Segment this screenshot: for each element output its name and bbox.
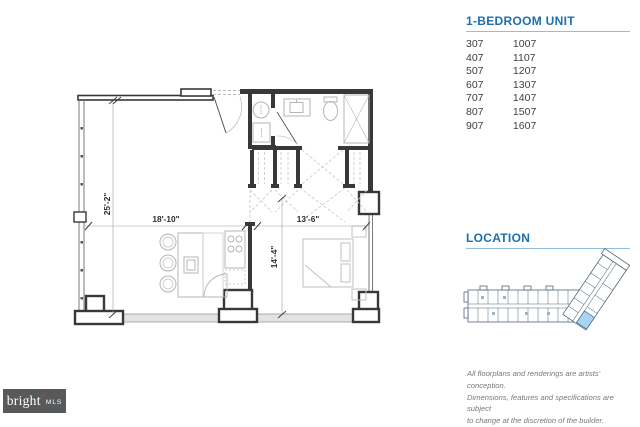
logo-asterisk-icon: *	[40, 392, 44, 402]
bar-stools	[160, 234, 176, 292]
washer-icon	[253, 102, 269, 118]
bright-mls-logo	[3, 389, 66, 413]
logo-mls-text: MLS	[45, 399, 63, 406]
unit-number-low: 307	[466, 38, 484, 50]
unit-row	[466, 52, 630, 66]
unit-row	[466, 120, 630, 134]
unit-number-low: 407	[466, 51, 484, 64]
unit-number-high: 1307	[512, 78, 537, 91]
unit-number-high: 1407	[512, 92, 537, 105]
unit-number-high: 1507	[512, 105, 537, 118]
nightstand-top	[352, 226, 366, 237]
dim-bedroom-depth-label: 14'-4"	[269, 245, 279, 269]
unit-number-high: 1207	[512, 65, 537, 78]
unit-number-low: 907	[466, 119, 484, 132]
unit-number-high: 1007	[512, 38, 537, 50]
location-panel	[466, 231, 630, 249]
kitchen-island	[178, 233, 203, 297]
disclaimer-line: Dimensions, features and specifications are subject	[467, 392, 614, 414]
location-panel-title: LOCATION	[466, 231, 531, 245]
unit-number-low: 807	[466, 105, 484, 118]
columns	[75, 192, 379, 324]
toilet-icon	[324, 97, 338, 121]
exterior-walls	[78, 89, 213, 100]
disclaimer-line: All floorplans and renderings are artists' conception.	[467, 369, 601, 390]
bathroom-door-swing	[277, 112, 297, 144]
unit-number-high: 1607	[512, 119, 537, 132]
unit-panel	[466, 14, 630, 133]
entry-door-swing	[213, 91, 242, 134]
unit-number-low: 707	[466, 92, 484, 105]
keyplan-angled-wing	[561, 249, 629, 330]
vanity-sink	[284, 99, 310, 116]
bed	[303, 239, 353, 287]
range-burners	[225, 231, 245, 284]
building-keyplan	[462, 252, 632, 334]
dim-bedroom-width-label: 13'-6"	[296, 214, 320, 224]
dryer-icon	[253, 123, 270, 142]
dim-living-width-label: 18'-10"	[152, 214, 180, 224]
unit-row	[466, 92, 630, 106]
dimension-ticks	[85, 97, 370, 318]
disclaimer-text	[467, 368, 633, 427]
unit-row	[466, 106, 630, 120]
unit-panel-title: 1-BEDROOM UNIT	[466, 14, 575, 28]
unit-row	[466, 65, 630, 79]
dim-living-depth-label: 25'-2"	[102, 192, 112, 216]
disclaimer-line: to change at the discretion of the builder.	[467, 416, 604, 426]
left-window-wall	[79, 100, 84, 318]
unit-row	[466, 79, 630, 93]
unit-number-list	[466, 38, 630, 133]
unit-panel-rule	[466, 31, 630, 32]
keyplan-drawing	[462, 252, 632, 334]
unit-number-high: 1107	[512, 51, 536, 64]
unit-number-low: 607	[466, 78, 484, 91]
logo-brand-text: bright	[6, 393, 41, 408]
unit-row	[466, 38, 630, 52]
right-window-wall	[369, 214, 373, 294]
unit-number-low: 507	[466, 65, 484, 78]
window-break-symbol	[74, 212, 86, 222]
shower	[344, 95, 369, 143]
